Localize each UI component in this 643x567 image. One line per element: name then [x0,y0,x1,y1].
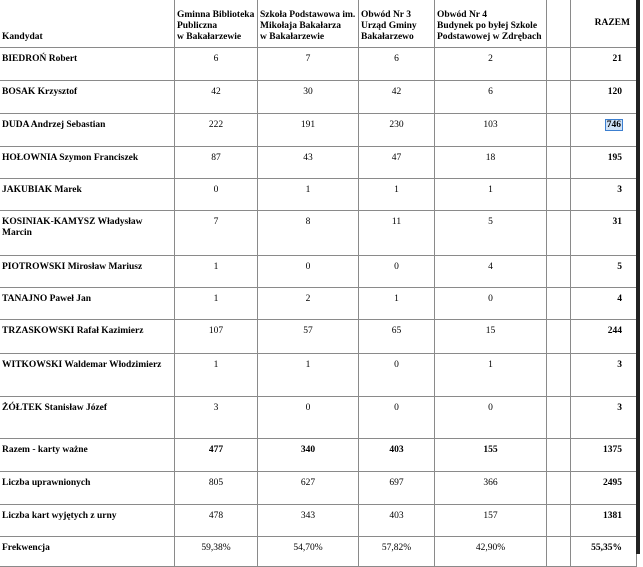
header-col1: Gminna Biblioteka Publiczna w Bakałarzewie [175,0,258,48]
vote-cell[interactable]: 18 [435,147,547,179]
vote-cell[interactable]: 57,82% [359,537,435,567]
total-value: 1381 [603,511,622,521]
empty-cell [547,114,571,147]
total-cell[interactable] [571,439,637,472]
total-cell[interactable] [571,354,637,397]
row-label: Razem - karty ważne [0,439,175,472]
header-empty [547,0,571,48]
header-col4: Obwód Nr 4 Budynek po byłej Szkole Podstawowej w Zdrębach [435,0,547,48]
candidate-row [0,147,637,179]
vote-cell[interactable]: 6 [435,81,547,114]
total-cell[interactable] [571,147,637,179]
candidate-row [0,320,637,354]
vote-cell[interactable]: 343 [258,505,359,537]
vote-cell[interactable]: 57 [258,320,359,354]
total-cell[interactable] [571,537,637,567]
empty-cell [547,48,571,81]
vote-cell[interactable]: 0 [359,256,435,288]
total-cell[interactable] [571,48,637,81]
total-value: 1375 [603,445,622,455]
total-cell[interactable] [571,397,637,439]
empty-cell [547,256,571,288]
total-value: 2495 [603,478,622,488]
summary-row [0,505,637,537]
empty-cell [547,505,571,537]
candidate-row [0,48,637,81]
empty-cell [547,211,571,256]
total-value: 3 [617,403,622,413]
vote-cell[interactable]: 1 [258,179,359,211]
row-label: HOŁOWNIA Szymon Franciszek [0,147,175,179]
total-cell[interactable] [571,288,637,320]
vote-cell[interactable]: 6 [359,48,435,81]
candidate-row [0,354,637,397]
page-right-border [636,0,640,554]
empty-cell [547,81,571,114]
total-value: 3 [617,185,622,195]
total-cell[interactable] [571,320,637,354]
vote-cell[interactable]: 1 [175,256,258,288]
total-value: 120 [607,87,622,97]
vote-cell[interactable]: 2 [435,48,547,81]
vote-cell[interactable]: 1 [359,179,435,211]
total-cell[interactable] [571,505,637,537]
total-value: 5 [617,262,622,272]
vote-cell[interactable]: 11 [359,211,435,256]
total-cell[interactable] [571,211,637,256]
vote-cell[interactable]: 366 [435,472,547,505]
total-value: 195 [607,153,622,163]
row-label: KOSINIAK-KAMYSZ Władysław Marcin [0,211,175,256]
row-label: PIOTROWSKI Mirosław Mariusz [0,256,175,288]
total-value: 746 [606,120,621,130]
vote-cell[interactable]: 87 [175,147,258,179]
total-value: 55,35% [591,543,622,553]
vote-cell[interactable]: 2 [258,288,359,320]
row-label: Frekwencja [0,537,175,567]
empty-cell [547,354,571,397]
vote-cell[interactable]: 0 [175,179,258,211]
total-value: 21 [612,54,622,64]
header-total: RAZEM [571,0,637,48]
vote-cell[interactable]: 42 [175,81,258,114]
candidate-row [0,114,637,147]
vote-cell[interactable]: 157 [435,505,547,537]
vote-cell[interactable]: 340 [258,439,359,472]
vote-cell[interactable]: 30 [258,81,359,114]
row-label: WITKOWSKI Waldemar Włodzimierz [0,354,175,397]
vote-cell[interactable]: 3 [175,397,258,439]
empty-cell [547,147,571,179]
vote-cell[interactable]: 1 [435,179,547,211]
candidate-row [0,288,637,320]
vote-cell[interactable]: 54,70% [258,537,359,567]
candidate-row [0,397,637,439]
vote-cell[interactable]: 403 [359,439,435,472]
total-cell[interactable] [571,81,637,114]
vote-cell[interactable]: 4 [435,256,547,288]
row-label: TANAJNO Paweł Jan [0,288,175,320]
vote-cell[interactable]: 59,38% [175,537,258,567]
vote-cell[interactable]: 6 [175,48,258,81]
vote-cell[interactable]: 7 [175,211,258,256]
vote-cell[interactable]: 478 [175,505,258,537]
total-cell[interactable] [571,472,637,505]
vote-cell[interactable]: 1 [175,354,258,397]
total-value: 244 [607,326,622,336]
vote-cell[interactable]: 0 [359,397,435,439]
vote-cell[interactable]: 47 [359,147,435,179]
header-candidate: Kandydat [0,0,175,48]
vote-cell[interactable]: 191 [258,114,359,147]
row-label: BOSAK Krzysztof [0,81,175,114]
summary-row [0,472,637,505]
vote-cell[interactable]: 1 [359,288,435,320]
vote-cell[interactable]: 42,90% [435,537,547,567]
empty-cell [547,439,571,472]
total-cell[interactable] [571,179,637,211]
empty-cell [547,288,571,320]
vote-cell[interactable]: 230 [359,114,435,147]
vote-cell[interactable]: 697 [359,472,435,505]
row-label: Liczba kart wyjętych z urny [0,505,175,537]
empty-cell [547,537,571,567]
row-label: TRZASKOWSKI Rafał Kazimierz [0,320,175,354]
summary-row [0,537,637,567]
vote-cell[interactable]: 0 [258,397,359,439]
vote-cell[interactable]: 103 [435,114,547,147]
total-cell[interactable] [571,114,637,147]
vote-cell[interactable]: 5 [435,211,547,256]
row-label: Liczba uprawnionych [0,472,175,505]
vote-cell[interactable]: 0 [258,256,359,288]
candidate-row [0,256,637,288]
vote-cell[interactable]: 1 [435,354,547,397]
empty-cell [547,397,571,439]
vote-cell[interactable]: 8 [258,211,359,256]
row-label: BIEDROŃ Robert [0,48,175,81]
total-value: 3 [617,360,622,370]
vote-cell[interactable]: 7 [258,48,359,81]
candidate-row [0,179,637,211]
vote-cell[interactable]: 0 [359,354,435,397]
vote-cell[interactable]: 1 [258,354,359,397]
vote-cell[interactable]: 627 [258,472,359,505]
vote-cell[interactable]: 155 [435,439,547,472]
vote-cell[interactable]: 15 [435,320,547,354]
vote-cell[interactable]: 0 [435,397,547,439]
row-label: DUDA Andrzej Sebastian [0,114,175,147]
vote-cell[interactable]: 222 [175,114,258,147]
vote-cell[interactable]: 805 [175,472,258,505]
vote-cell[interactable]: 403 [359,505,435,537]
candidate-row [0,81,637,114]
vote-cell[interactable]: 107 [175,320,258,354]
header-col2: Szkoła Podstawowa im. Mikołaja Bakałarza w Bakałarzewie [258,0,359,48]
empty-cell [547,320,571,354]
empty-cell [547,472,571,505]
empty-cell [547,179,571,211]
header-col3: Obwód Nr 3 Urząd Gminy Bakałarzewo [359,0,435,48]
total-value: 31 [612,217,622,227]
total-cell[interactable] [571,256,637,288]
summary-row [0,439,637,472]
vote-cell[interactable]: 1 [175,288,258,320]
row-label: JAKUBIAK Marek [0,179,175,211]
total-value: 4 [617,294,622,304]
vote-cell[interactable]: 477 [175,439,258,472]
vote-cell[interactable]: 65 [359,320,435,354]
vote-cell[interactable]: 43 [258,147,359,179]
candidate-row [0,211,637,256]
header-row [0,0,637,48]
row-label: ŻÓŁTEK Stanisław Józef [0,397,175,439]
vote-cell[interactable]: 42 [359,81,435,114]
vote-cell[interactable]: 0 [435,288,547,320]
